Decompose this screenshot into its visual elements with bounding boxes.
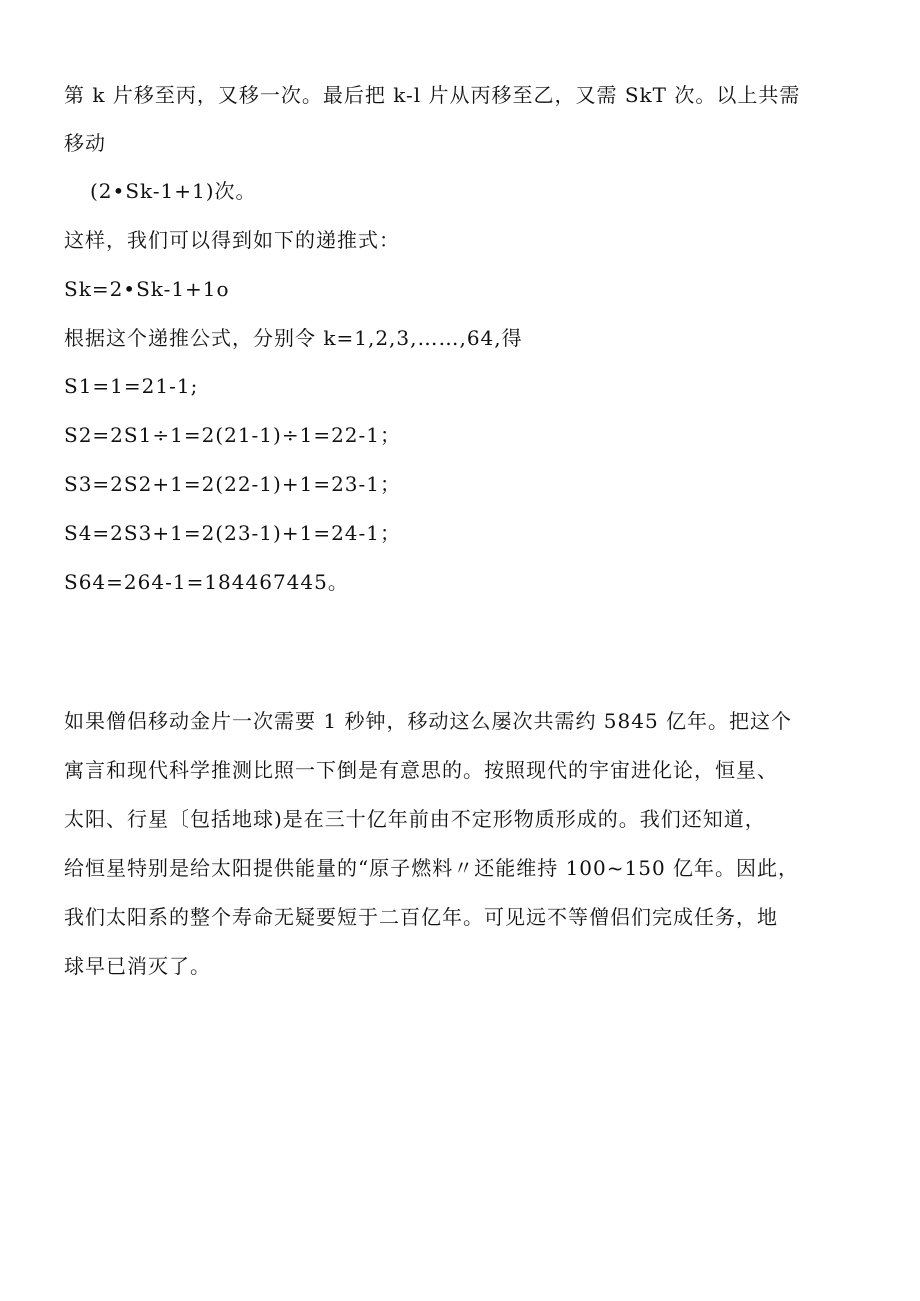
paragraph-line-3: 太阳、行星〔包括地球)是在三十亿年前由不定形物质形成的。我们还知道， xyxy=(64,807,766,831)
paragraph-line-1: 如果僧侣移动金片一次需要 1 秒钟，移动这么屡次共需约 5845 亿年。把这个 xyxy=(64,709,793,733)
formula-line-s1: S1=1=21-1; xyxy=(64,374,199,398)
text-line-1: 第 k 片移至丙，又移一次。最后把 k-l 片从丙移至乙，又需 SkT 次。以上共需 xyxy=(64,83,801,107)
text-line-2: 移动 xyxy=(64,131,106,155)
text-line-5: 根据这个递推公式，分别令 k=1,2,3,……,64,得 xyxy=(64,326,523,350)
formula-line-s4: S4=2S3+1=2(23-1)+1=24-1； xyxy=(64,521,402,545)
paragraph-line-2: 寓言和现代科学推测比照一下倒是有意思的。按照现代的宇宙进化论，恒星、 xyxy=(64,758,778,782)
formula-line-s64: S64=264-1=184467445。 xyxy=(64,570,349,594)
formula-line-s2: S2=2S1÷1=2(21-1)÷1=22-1； xyxy=(64,423,402,447)
paragraph-line-6: 球早已消灭了。 xyxy=(64,954,211,978)
paragraph-line-5: 我们太阳系的整个寿命无疑要短于二百亿年。可见远不等僧侣们完成任务，地 xyxy=(64,905,778,929)
paragraph-line-4: 给恒星特别是给太阳提供能量的“原子燃料〃还能维持 100~150 亿年。因此， xyxy=(64,856,800,880)
text-line-4: 这样，我们可以得到如下的递推式： xyxy=(64,228,400,252)
text-line-3: (2•Sk-1+1)次。 xyxy=(90,179,257,203)
formula-line-recurrence: Sk=2•Sk-1+1o xyxy=(64,277,230,301)
formula-line-s3: S3=2S2+1=2(22-1)+1=23-1； xyxy=(64,472,402,496)
